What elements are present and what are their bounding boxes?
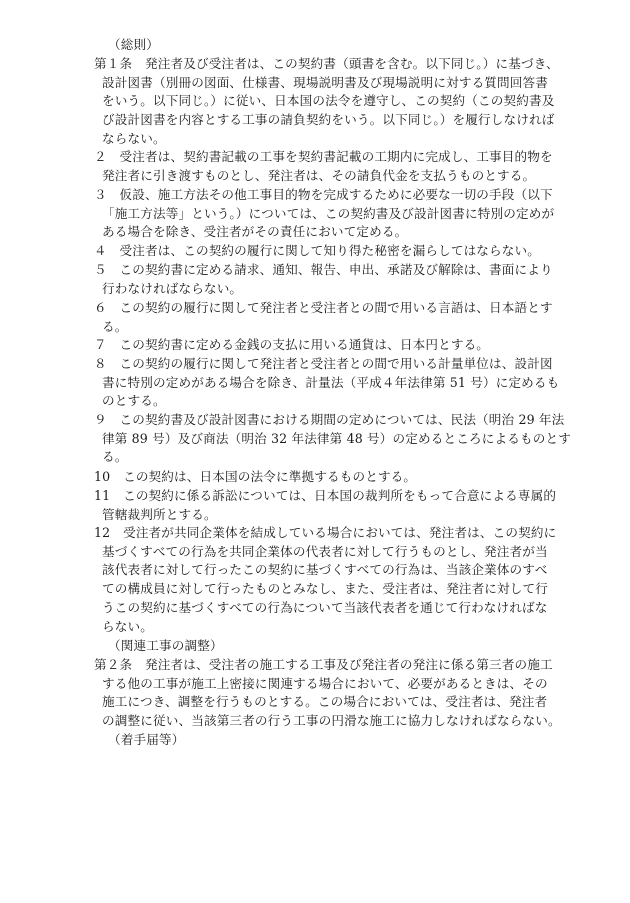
text-line: のとする。 — [102, 393, 166, 409]
text-line: 書に特別の定めがある場合を除き、計量法（平成４年法律第 51 号）に定めるも — [102, 374, 560, 390]
text-line: 該代表者に対して行ったこの契約に基づくすべての行為は、当該企業体のすべ — [102, 562, 548, 578]
article-1-paragraph-5 — [94, 261, 553, 298]
text-line: 12 受注者が共同企業体を結成している場合においては、発注者は、この契約に — [94, 525, 557, 540]
text-line: の調整に従い、当該第三者の行う工事の円滑な施工に協力しなければならない。 — [102, 713, 561, 729]
text-line: 第２条 発注者は、受注者の施工する工事及び発注者の発注に係る第三者の施工 — [94, 657, 553, 672]
article-1-paragraph-2 — [94, 148, 553, 185]
text-line: び設計図書を内容とする工事の請負契約をいう。以下同じ。）を履行しなければ — [102, 112, 555, 128]
text-line: ３ 仮設、施工方法その他工事目的物を完成するために必要な一切の手段（以下 — [94, 187, 553, 202]
article-1-paragraph-12 — [94, 524, 557, 636]
article-1-paragraph-3 — [94, 186, 555, 242]
text-line: する他の工事が施工上密接に関連する場合において、必要があるときは、その — [102, 675, 548, 691]
text-line: る。 — [102, 449, 128, 465]
text-line: ７ この契約書に定める金銭の支払に用いる通貨は、日本円とする。 — [94, 337, 490, 352]
article-1-paragraph-9 — [94, 411, 571, 467]
text-line: る。 — [102, 318, 128, 334]
text-line: 10 この契約は、日本国の法令に準拠するものとする。 — [94, 469, 417, 484]
text-line: ての構成員に対して行ったものとみなし、また、受注者は、発注者に対して行 — [102, 581, 549, 597]
article-1-paragraph-4 — [94, 242, 540, 261]
article-1 — [94, 55, 559, 149]
text-line: ４ 受注者は、この契約の履行に関して知り得た秘密を漏らしてはならない。 — [94, 243, 541, 258]
text-line: ５ この契約書に定める請求、通知、報告、申出、承諾及び解除は、書面により — [94, 262, 553, 277]
text-line: 管轄裁判所とする。 — [102, 506, 217, 522]
heading-general: （総則） — [108, 37, 159, 52]
heading-start-notice: （着手届等） — [108, 732, 185, 747]
text-line: ある場合を除き、受注者がその責任において定める。 — [102, 224, 408, 240]
text-line: 行わなければならない。 — [102, 280, 243, 296]
article-1-paragraph-10 — [94, 468, 540, 487]
text-line: ８ この契約の履行に関して発注者と受注者との間で用いる計量単位は、設計図 — [94, 356, 553, 371]
heading-related-work: （関連工事の調整） — [108, 638, 223, 653]
article-1-paragraph-11 — [94, 487, 557, 524]
text-line: ２ 受注者は、契約書記載の工事を契約書記載の工期内に完成し、工事目的物を — [94, 149, 553, 164]
article-1-paragraph-8 — [94, 355, 560, 411]
text-line: ９ この契約書及び設計図書における期間の定めについては、民法（明治 29 年法 — [94, 412, 565, 427]
text-line: ６ この契約の履行に関して発注者と受注者との間で用いる言語は、日本語とす — [94, 300, 553, 315]
text-line: 11 この契約に係る訴訟については、日本国の裁判所をもって合意による専属的 — [94, 488, 557, 503]
article-1-paragraph-6 — [94, 299, 553, 336]
text-line: 基づくすべての行為を共同企業体の代表者に対して行うものとし、発注者が当 — [102, 543, 548, 559]
article-1-paragraph-7 — [94, 336, 540, 355]
text-line: 施工につき、調整を行うものとする。この場合においては、受注者は、発注者 — [102, 694, 548, 710]
text-line: ならない。 — [102, 130, 166, 146]
text-line: うこの契約に基づくすべての行為について当該代表者を通じて行わなければな — [102, 599, 548, 615]
text-line: 発注者に引き渡すものとし、発注者は、その請負代金を支払うものとする。 — [102, 167, 536, 183]
text-line: 第１条 発注者及び受注者は、この契約書（頭書を含む。以下同じ。）に基づき、 — [94, 56, 559, 71]
article-2 — [94, 656, 561, 731]
text-line: らない。 — [102, 618, 153, 634]
text-line: 「施工方法等」という。）については、この契約書及び設計図書に特別の定めが — [102, 205, 555, 221]
text-line: 律第 89 号）及び商法（明治 32 年法律第 48 号）の定めるところによるものとす — [102, 430, 571, 446]
text-line: 設計図書（別冊の図面、仕様書、現場説明書及び現場説明に対する質問回答書 — [102, 74, 549, 90]
text-line: をいう。以下同じ。）に従い、日本国の法令を遵守し、この契約（この契約書及 — [102, 93, 555, 109]
